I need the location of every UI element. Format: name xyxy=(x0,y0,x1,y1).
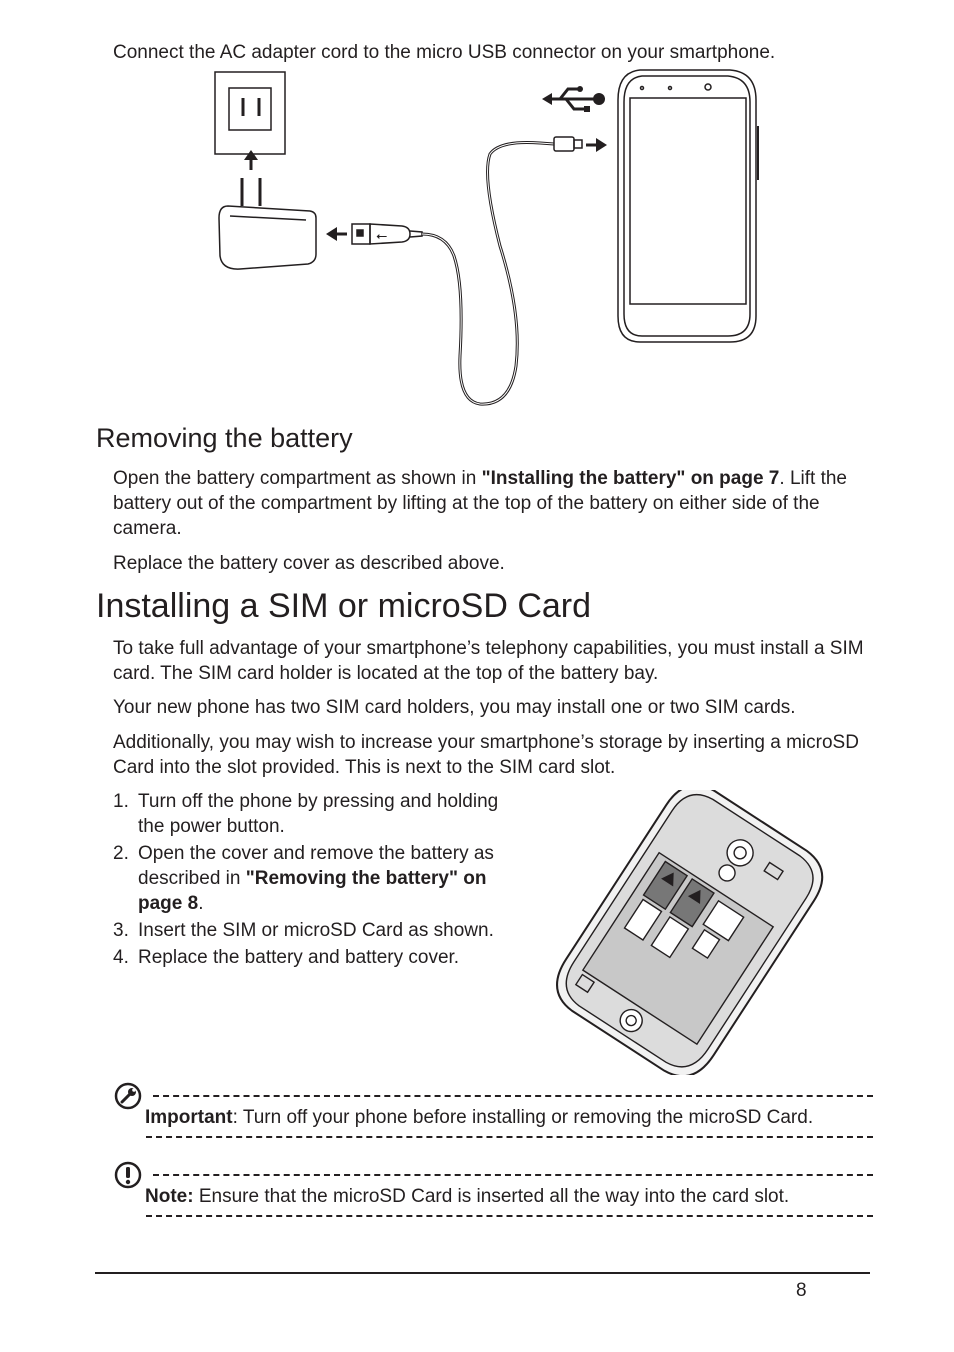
dotted-divider xyxy=(146,1215,873,1217)
dotted-divider xyxy=(153,1095,873,1097)
usb-a-plug xyxy=(352,224,422,244)
cross-reference-link[interactable]: "Removing the battery" on page 8 xyxy=(138,868,487,914)
micro-usb-plug xyxy=(554,137,582,151)
important-notice xyxy=(113,1081,873,1143)
phone-battery-bay-illustration xyxy=(540,790,840,1075)
svg-text:⭠: ⭠ xyxy=(376,228,388,244)
important-text xyxy=(145,1105,813,1130)
wrench-icon xyxy=(113,1081,143,1111)
important-label: Important xyxy=(145,1107,233,1128)
list-item xyxy=(113,918,503,943)
install-steps-list xyxy=(113,789,503,972)
section-heading-installing-sim: Installing a SIM or microSD Card xyxy=(96,587,592,625)
usb-symbol-icon xyxy=(542,86,605,112)
smartphone-front xyxy=(618,70,758,342)
notice-text: Ensure that the microSD Card is inserted all the way into the card slot. xyxy=(193,1186,790,1207)
step-number: 2. xyxy=(113,843,129,864)
step-number: 4. xyxy=(113,947,129,968)
step-text: . xyxy=(198,893,204,914)
replace-cover-paragraph: Replace the battery cover as described above. xyxy=(113,553,505,574)
paragraph-text: Open the battery compartment as shown in xyxy=(113,468,482,489)
paragraph-text: . Lift the battery out of the compartment by lifting at the top of the battery on either side of the camera. xyxy=(113,468,847,539)
list-item xyxy=(113,945,503,970)
removing-battery-paragraph xyxy=(113,466,873,541)
step-number: 1. xyxy=(113,791,129,812)
step-text: Replace the battery and battery cover. xyxy=(138,947,460,968)
dotted-divider xyxy=(146,1136,873,1138)
intro-text: Connect the AC adapter cord to the micro USB connector on your smartphone. xyxy=(113,42,776,63)
sim-intro-paragraph: To take full advantage of your smartphone’s telephony capabilities, you must install a SIM card. The SIM card holder is located at the top of the battery bay. xyxy=(113,638,864,684)
ac-adapter xyxy=(219,178,316,269)
step-text: Insert the SIM or microSD Card as shown. xyxy=(138,920,494,941)
microsd-paragraph: Additionally, you may wish to increase your smartphone’s storage by inserting a microSD Card into the slot provided. This is next to the SIM card slot. xyxy=(113,732,859,778)
step-text: Open the cover and remove the battery as described in xyxy=(138,843,494,889)
exclamation-icon xyxy=(113,1160,143,1190)
section-heading-removing-battery: Removing the battery xyxy=(96,423,353,453)
note-label: Note: xyxy=(145,1186,194,1207)
left-arrow-icon xyxy=(326,227,347,241)
up-arrow-icon xyxy=(244,150,258,170)
list-item xyxy=(113,789,503,839)
step-number: 3. xyxy=(113,920,129,941)
dotted-divider xyxy=(153,1174,873,1176)
right-arrow-icon xyxy=(586,138,607,152)
step-text: Turn off the phone by pressing and holding the power button. xyxy=(138,791,499,837)
note-notice xyxy=(113,1160,873,1222)
charger-illustration xyxy=(210,66,770,411)
notice-text: : Turn off your phone before installing or removing the microSD Card. xyxy=(232,1107,814,1128)
list-item xyxy=(113,841,503,916)
page-number: 8 xyxy=(796,1280,807,1301)
note-text xyxy=(145,1184,789,1209)
wall-outlet xyxy=(215,72,285,154)
cross-reference-link[interactable]: "Installing the battery" on page 7 xyxy=(481,468,780,489)
footer-rule xyxy=(95,1272,870,1274)
two-sim-paragraph: Your new phone has two SIM card holders, you may install one or two SIM cards. xyxy=(113,697,796,718)
